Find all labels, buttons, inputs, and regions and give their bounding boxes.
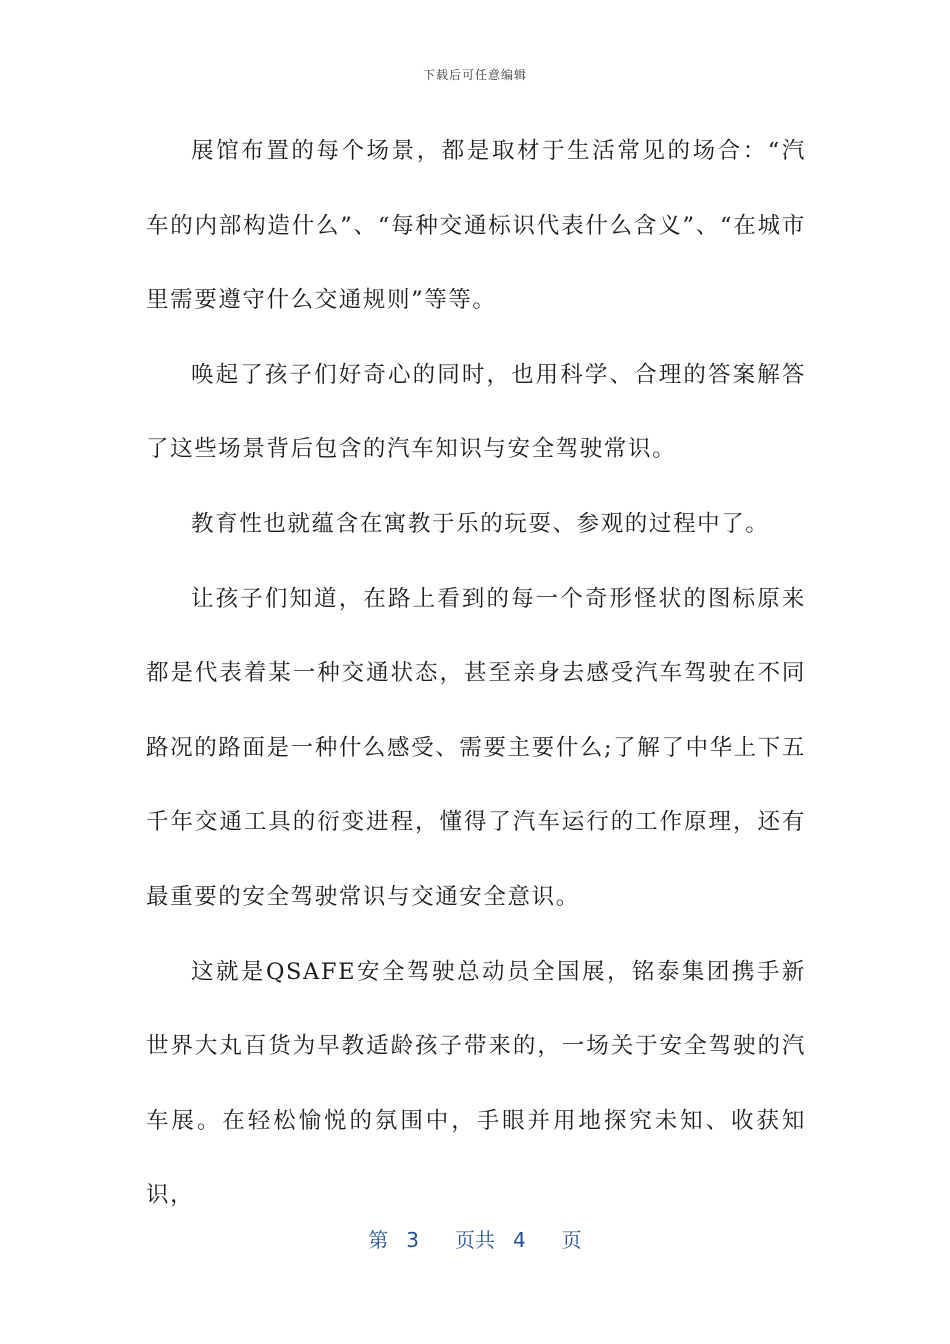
document-body xyxy=(146,114,806,1233)
footer-prefix: 第 xyxy=(368,1228,389,1252)
paragraph-2: 唤起了孩子们好奇心的同时，也用科学、合理的答案解答了这些场景背后包含的汽车知识与安全驾驶常识。 xyxy=(146,361,806,463)
paragraph-4: 让孩子们知道，在路上看到的每一个奇形怪状的图标原来都是代表着某一种交通状态，甚至亲身去感受汽车驾驶在不同路况的路面是一种什么感受、需要主要什么;了解了中华上下五千年交通工具的衍变进程，懂得了汽车运行的工作原理，还有最重要的安全驾驶常识与交通安全意识。 xyxy=(146,585,806,910)
footer-middle: 页共 xyxy=(455,1228,495,1252)
page-footer xyxy=(0,1224,950,1253)
footer-total-pages: 4 xyxy=(513,1228,526,1252)
paragraph-3: 教育性也就蕴含在寓教于乐的玩耍、参观的过程中了。 xyxy=(191,510,770,537)
footer-current-page: 3 xyxy=(406,1228,419,1252)
footer-suffix: 页 xyxy=(561,1228,582,1252)
paragraph-1: 展馆布置的每个场景，都是取材于生活常见的场合：“汽车的内部构造什么”、“每种交通标识代表什么含义”、“在城市里需要遵守什么交通规则”等等。 xyxy=(146,138,806,314)
paragraph-5: 这就是QSAFE安全驾驶总动员全国展，铭泰集团携手新世界大丸百货为早教适龄孩子带来的，一场关于安全驾驶的汽车展。在轻松愉悦的氛围中，手眼并用地探究未知、收获知识， xyxy=(146,958,806,1209)
page-header: 下载后可任意编辑 xyxy=(422,68,527,82)
